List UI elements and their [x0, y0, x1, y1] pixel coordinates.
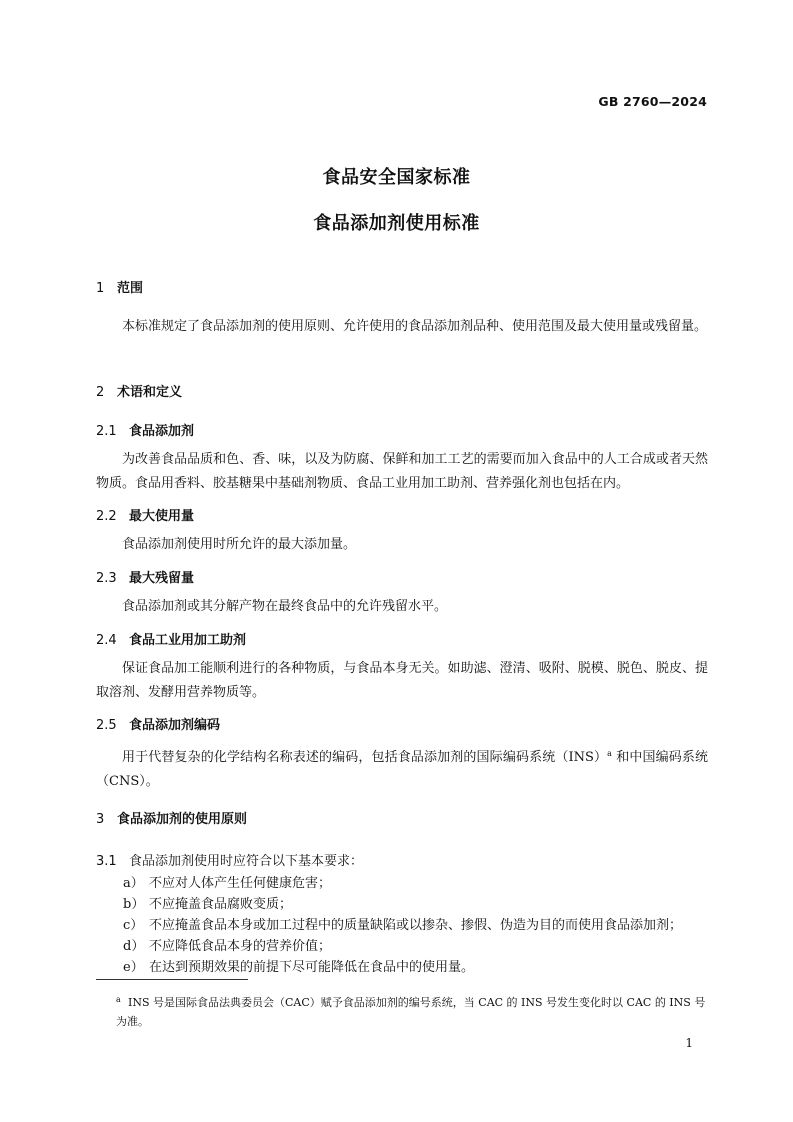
section-2-2-text: 食品添加剂使用时所允许的最大添加量。	[122, 537, 357, 552]
section-title: 食品添加剂编码	[129, 718, 221, 733]
section-number: 2	[96, 385, 105, 400]
section-2-4-heading	[96, 629, 246, 648]
section-3-1	[96, 850, 363, 869]
list-item-label: d）	[123, 939, 145, 954]
section-number: 2.2	[96, 509, 117, 524]
list-item	[123, 893, 292, 912]
section-2-2-heading	[96, 505, 194, 524]
list-item	[123, 935, 331, 954]
list-item-label: b）	[123, 897, 145, 912]
document-title: 食品安全国家标准	[322, 167, 471, 188]
section-number: 2.3	[96, 571, 117, 586]
list-item-text: 不应降低食品本身的营养价值；	[149, 939, 332, 954]
section-2-5-heading	[96, 714, 220, 733]
footnote-reference: a	[607, 749, 612, 758]
standard-number: GB 2760—2024	[598, 94, 707, 109]
section-1-text: 本标准规定了食品添加剂的使用原则、允许使用的食品添加剂品种、使用范围及最大使用量或残留量。	[122, 319, 708, 334]
section-1-heading	[96, 277, 143, 296]
list-item-label: e）	[123, 960, 144, 975]
section-3-1-text: 食品添加剂使用时应符合以下基本要求：	[129, 854, 364, 869]
footnote-text: INS 号是国际食品法典委员会（CAC）赋予食品添加剂的编号系统，当 CAC 的 INS 号发生变化时以 CAC 的 INS 号为准。	[116, 996, 706, 1028]
section-2-3-text: 食品添加剂或其分解产物在最终食品中的允许残留水平。	[122, 599, 448, 614]
footnote-divider	[96, 979, 248, 980]
section-title: 食品工业用加工助剂	[129, 633, 247, 648]
document-subtitle: 食品添加剂使用标准	[313, 213, 480, 234]
list-item	[123, 956, 474, 975]
section-2-1-heading	[96, 420, 194, 439]
list-item-text: 在达到预期效果的前提下尽可能降低在食品中的使用量。	[149, 960, 475, 975]
list-item	[123, 872, 331, 891]
section-number: 1	[96, 281, 105, 296]
list-item-text: 不应掩盖食品本身或加工过程中的质量缺陷或以掺杂、掺假、伪造为目的而使用食品添加剂；	[149, 918, 683, 933]
section-title: 最大使用量	[129, 509, 195, 524]
section-number: 3	[96, 812, 105, 827]
list-item-text: 不应对人体产生任何健康危害；	[149, 876, 332, 891]
section-2-1-text: 为改善食品品质和色、香、味，以及为防腐、保鲜和加工工艺的需要而加入食品中的人工合成或者天然物质。食品用香料、胶基糖果中基础剂物质、食品工业用加工助剂、营养强化剂也包括在内。	[96, 452, 708, 491]
footnote-mark: a	[116, 995, 121, 1004]
section-title: 食品添加剂	[129, 424, 195, 439]
section-number: 2.1	[96, 424, 117, 439]
footnote	[116, 990, 708, 1031]
section-title: 范围	[117, 281, 144, 296]
section-2-4-text: 保证食品加工能顺利进行的各种物质，与食品本身无关。如助滤、澄清、吸附、脱模、脱色、脱皮、提取溶剂、发酵用营养物质等。	[96, 661, 708, 700]
section-title: 术语和定义	[117, 385, 183, 400]
section-number: 3.1	[96, 854, 117, 869]
section-number: 2.4	[96, 633, 117, 648]
section-2-3-heading	[96, 567, 194, 586]
section-title: 最大残留量	[129, 571, 195, 586]
section-number: 2.5	[96, 718, 117, 733]
section-title: 食品添加剂的使用原则	[117, 812, 248, 827]
list-item-label: a）	[123, 876, 144, 891]
section-2-5-text	[96, 742, 708, 794]
list-item-text: 不应掩盖食品腐败变质；	[149, 897, 293, 912]
section-2-heading	[96, 381, 182, 400]
section-3-heading	[96, 808, 247, 827]
section-2-5-text-part1: 用于代替复杂的化学结构名称表述的编码，包括食品添加剂的国际编码系统（INS）	[122, 750, 608, 765]
list-item	[123, 914, 682, 933]
page-number: 1	[685, 1036, 693, 1050]
section-2-5-text-part2: 和中国编码系统（CNS）。	[96, 750, 708, 789]
list-item-label: c）	[123, 918, 144, 933]
